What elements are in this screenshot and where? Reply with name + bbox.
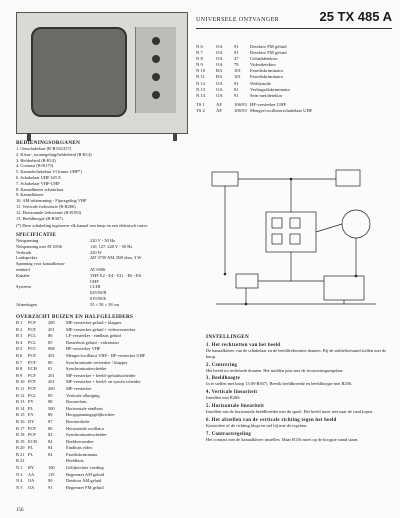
- overzicht-type: PCL: [28, 333, 37, 339]
- spec-row: [16, 302, 192, 308]
- tube-desc: Geluiddetektor: [250, 56, 278, 62]
- overzicht-ref: B 2: [16, 326, 23, 332]
- overzicht-ref: B 20: [16, 445, 25, 451]
- overzicht-type: PY: [28, 399, 34, 405]
- overzicht-desc: Gelijkrichter voeding: [66, 465, 104, 471]
- tube-ref: N 7: [196, 50, 203, 56]
- overzicht-desc: HF-versterker VHF: [66, 346, 101, 352]
- instelling-text: Het contrast met de kanaalkiezer instellen. Maar R116 moet op de hoogste stand staan.: [206, 436, 359, 442]
- overzicht-row: [16, 472, 192, 479]
- overzicht-type: [28, 458, 48, 465]
- overzicht-num: 84: [48, 451, 53, 457]
- tube-ref: N 9: [196, 62, 203, 68]
- specs-title: SPECIFICATIE: [16, 232, 57, 238]
- overzicht-type: PCF: [28, 379, 36, 385]
- tube-desc: Weldynode: [250, 80, 271, 86]
- bediening-item: 6. Schakelaar UHF 625 E: [16, 174, 61, 180]
- spec-key: Kanaler: [16, 272, 30, 278]
- overzicht-type: PCF: [28, 425, 36, 431]
- spec-value: 55 × 58 × 38 cm: [90, 301, 119, 307]
- overzicht-num: 81: [48, 366, 53, 372]
- tube-num: 106/93: [234, 107, 247, 113]
- spec-value: CCIR: [90, 284, 101, 290]
- tube-num: 101: [234, 68, 241, 74]
- tube-type: OA: [216, 44, 223, 49]
- spec-value: AT 6506: [90, 266, 106, 272]
- overzicht-num: 808: [48, 346, 55, 352]
- overzicht-ref: B 10: [16, 379, 25, 385]
- overzicht-ref: B 3: [16, 333, 23, 339]
- overzicht-ref: B 11: [16, 385, 25, 391]
- page-header: [196, 8, 392, 29]
- overzicht-type: AA: [28, 471, 35, 477]
- bediening-item: 5. Kanaalschakelaar I-I (tuner UHF*): [16, 169, 82, 175]
- tube-row: [196, 108, 392, 114]
- header-model: 25 TX 485 A: [319, 9, 392, 24]
- spec-value: VHF E2 - E4 - E11 - E6 - E6: [90, 272, 141, 278]
- overzicht-num: 84: [48, 445, 53, 451]
- overzicht-section: [16, 314, 192, 491]
- overzicht-row: [16, 406, 192, 413]
- overzicht-num: 200: [48, 320, 55, 325]
- overzicht-num: 500: [48, 405, 55, 411]
- overzicht-num: 86: [48, 412, 53, 418]
- overzicht-type: PCF: [28, 320, 36, 325]
- knob: [152, 91, 160, 99]
- overzicht-row: [16, 320, 192, 327]
- bediening-note: (*) Deze schakeling tegenover elk kanaal een knop en een elektrisch raster.: [16, 223, 148, 229]
- spec-value: AD 3750 AM, 800 ohm, 3 W: [90, 255, 142, 261]
- overzicht-type: BY: [28, 465, 35, 471]
- tube-type: OA: [216, 86, 223, 92]
- overzicht-row: [16, 485, 192, 492]
- overzicht-row: [16, 327, 192, 334]
- overzicht-type: PL: [28, 405, 34, 411]
- overzicht-row: [16, 379, 192, 386]
- overzicht-desc: Begrenzer AM geluid: [66, 471, 105, 477]
- overzicht-num: 201: [48, 352, 55, 358]
- spec-value: 110, 127, 220 V - 50 Hz: [90, 243, 133, 249]
- overzicht-desc: Fasediskriminator: [66, 451, 98, 457]
- spec-key: Luidspreker: [16, 255, 38, 261]
- overzicht-row: [16, 458, 192, 465]
- tube-ref: TS 2: [196, 107, 205, 113]
- overzicht-row: [16, 346, 192, 353]
- overzicht-type: PL: [28, 445, 34, 451]
- spec-value: UHF: [90, 278, 99, 284]
- overzicht-ref: B 6: [16, 352, 23, 358]
- circuit-diagram: [206, 164, 390, 324]
- overzicht-type: ECH: [28, 366, 37, 372]
- overzicht-row: [16, 340, 192, 347]
- instelling-text: In te stellen met knop 13 (R-R367). Bereik beeldbreedte en beeldhoogte met R206.: [206, 381, 353, 387]
- overzicht-desc: Synchronisatie versterker / klapper: [66, 359, 128, 365]
- overzicht-desc: LF-versterker - eindbuis geluid: [66, 333, 121, 339]
- overzicht-row: [16, 360, 192, 367]
- overzicht-num: 88: [48, 399, 53, 405]
- tube-row: [196, 93, 392, 99]
- spec-key: Netspanning: [16, 238, 39, 243]
- instelling-text: Kontroleer of de richting klopt en stel bij met de regelaar.: [206, 422, 308, 428]
- overzicht-desc: Boosterdiode: [66, 418, 90, 424]
- overzicht-ref: B 19: [16, 438, 25, 444]
- overzicht-desc: Hoogspanningsgelijkrichter: [66, 412, 115, 418]
- specs-table: [16, 238, 192, 308]
- overzicht-row: [16, 399, 192, 406]
- overzicht-desc: MF-versterker + beeld- en synchr.scheider: [66, 379, 141, 385]
- instelling-text: Het beeld tot rechthoek draaien. Het midden juist met de focusseringsregelaar.: [206, 367, 344, 373]
- specs-section: [16, 232, 192, 308]
- overzicht-type: EY: [28, 412, 34, 418]
- overzicht-ref: B 5: [16, 346, 23, 352]
- overzicht-num: 80: [48, 359, 53, 365]
- overzicht-type: PCL: [28, 392, 37, 398]
- overzicht-num: 82: [48, 432, 53, 438]
- spec-value: 625/50/B: [90, 290, 107, 296]
- bediening-item: 2. Kleur-, toonregeling/helderheid (R-R14): [16, 151, 92, 157]
- overzicht-desc: MF-versterker geluid + videoversterker: [66, 326, 136, 332]
- spec-value: 220 V - 50 Hz: [90, 238, 115, 243]
- overzicht-table: [16, 320, 192, 491]
- tube-num: 91: [234, 80, 239, 86]
- overzicht-type: PL: [28, 451, 34, 457]
- overzicht-ref: B 14: [16, 405, 25, 411]
- overzicht-type: PCF: [28, 326, 36, 332]
- overzicht-desc: Horizontale oscillator: [66, 425, 105, 431]
- overzicht-desc: MF-versterker: [66, 385, 92, 391]
- overzicht-ref: B 7: [16, 359, 23, 365]
- overzicht-desc: Beeldbuis: [66, 458, 84, 464]
- instellingen-section: [206, 334, 390, 442]
- bediening-item: 7. Schakelaar VHF-UHF: [16, 180, 60, 186]
- overzicht-ref: B 12: [16, 392, 25, 398]
- overzicht-num: 119: [48, 471, 55, 477]
- spec-key: eenheid: [16, 266, 30, 272]
- instelling-text: De kanaalkiezer van de schakelaar en de beeldfrekwentie draaien. Bij de stabieltoestand stellen met de knop.: [206, 348, 387, 359]
- spec-key: Systeem: [16, 284, 31, 290]
- control-panel: [135, 27, 176, 113]
- tube-ref: N 13: [196, 86, 206, 92]
- overzicht-num: 201: [48, 379, 55, 385]
- tv-cabinet-illustration: [16, 12, 188, 134]
- tube-desc: Verlingsdiskriminator: [250, 86, 291, 92]
- overzicht-type: PCF: [28, 352, 36, 358]
- tube-num: 81: [234, 86, 239, 92]
- overzicht-ref: B 21: [16, 451, 25, 457]
- tube-num: 91: [234, 92, 239, 98]
- overzicht-num: 84: [48, 438, 53, 444]
- knob: [152, 55, 160, 63]
- instelling-heading: 7. Contrastregeling: [206, 431, 252, 437]
- tube-type: AF: [216, 101, 222, 107]
- overzicht-ref: B 8: [16, 366, 23, 372]
- overzicht-desc: Synchronisatiescheider: [66, 366, 107, 372]
- bediening-item: 12. Horizontale frekwentie (R-R183): [16, 209, 82, 215]
- overzicht-type: PCF: [28, 359, 36, 365]
- overzicht-desc: Verticale afbuiging: [66, 392, 100, 398]
- tube-num: 79: [234, 62, 239, 68]
- tube-ref: TS 1: [196, 101, 205, 107]
- overzicht-desc: Synchronisatiescheider: [66, 432, 107, 438]
- tube-desc: Detektor FM geluid: [250, 44, 287, 49]
- overzicht-row: [16, 452, 192, 459]
- bediening-item: 10. AM-afstemming - Fijnregeling VHF: [16, 198, 87, 204]
- overzicht-type: PCC: [28, 346, 37, 352]
- tube-desc: Videodetektor: [250, 62, 277, 68]
- overzicht-ref: B 9: [16, 372, 23, 378]
- overzicht-ref: N 1: [16, 465, 23, 471]
- instelling-heading: 6. Het afstellen van de verticale richting tegen het beeld: [206, 417, 337, 423]
- overzicht-num: 201: [48, 372, 55, 378]
- overzicht-ref: B 22: [16, 458, 25, 464]
- overzicht-num: 91: [48, 484, 53, 490]
- tube-desc: Sein met/detektor: [250, 92, 283, 98]
- overzicht-row: [16, 439, 192, 446]
- overzicht-num: 90: [48, 478, 53, 484]
- tube-num: 101: [234, 74, 241, 80]
- overzicht-row: [16, 366, 192, 373]
- overzicht-desc: Detektor AM geluid: [66, 478, 102, 484]
- tube-desc: Fasediskriminator: [250, 74, 284, 80]
- overzicht-type: PCL: [28, 339, 37, 345]
- overzicht-num: 100: [48, 465, 55, 471]
- overzicht-desc: MF-versterker geluid + klapper: [66, 320, 122, 325]
- bediening-section: [16, 140, 192, 229]
- overzicht-ref: B 16: [16, 418, 25, 424]
- overzicht-title: OVERZICHT BUIZEN EN HALFGELEIDERS: [16, 314, 134, 320]
- knob: [152, 37, 160, 45]
- overzicht-type: ECH: [28, 438, 37, 444]
- spec-value: 819/50/E: [90, 295, 107, 301]
- overzicht-num: 201: [48, 326, 55, 332]
- instellingen-list: [206, 343, 390, 442]
- overzicht-row: [16, 333, 192, 340]
- tube-desc: Menger/oscillatorschakelaar UHF: [250, 107, 313, 113]
- tube-ref: N 14: [196, 92, 206, 98]
- spec-key: Afmetingen: [16, 301, 37, 307]
- overzicht-num: 85: [48, 392, 53, 398]
- instelling-text: Instellen van de horizontale beeldbreedte met de spoel. Het beeld moet niet naar de rand lopen.: [206, 408, 373, 414]
- spec-value: 220 W: [90, 249, 102, 255]
- overzicht-row: [16, 353, 192, 360]
- tube-num: 47: [234, 56, 239, 62]
- tube-type: OA: [216, 50, 223, 56]
- overzicht-row: [16, 393, 192, 400]
- tube-type: OA: [216, 80, 223, 86]
- tube-type: OA: [216, 92, 223, 98]
- bediening-list: [16, 146, 192, 221]
- spec-key: Netspanning met AT 6506: [16, 243, 62, 249]
- overzicht-row: [16, 373, 192, 380]
- tube-desc: HF-versterker UHF: [250, 101, 287, 107]
- overzicht-row: [16, 412, 192, 419]
- page-number: 156: [16, 508, 24, 513]
- overzicht-num: 80: [48, 425, 53, 431]
- knob: [152, 73, 160, 81]
- tv-screen: [31, 27, 127, 117]
- tube-ref: N 10: [196, 68, 206, 74]
- overzicht-ref: B 1: [16, 320, 23, 325]
- overzicht-row: [16, 465, 192, 472]
- overzicht-ref: B 18: [16, 432, 25, 438]
- tube-type: OA: [216, 56, 223, 62]
- overzicht-desc: Menger/oscillator VHF - HF-versterker UHF: [66, 352, 146, 358]
- overzicht-row: [16, 426, 192, 433]
- overzicht-desc: Horizontale eindbuis: [66, 405, 103, 411]
- overzicht-num: 85: [48, 339, 53, 345]
- overzicht-desc: Boosterbuis: [66, 399, 87, 405]
- bediening-item: 4. Contrast (R-R175): [16, 163, 54, 169]
- overzicht-ref: B 13: [16, 399, 25, 405]
- bediening-item: 13. Beeldhoogte (R-R367): [16, 215, 63, 221]
- overzicht-row: [16, 419, 192, 426]
- instelling-text: Instellen met R206.: [206, 395, 241, 401]
- overzicht-row: [16, 386, 192, 393]
- overzicht-num: 86: [48, 333, 53, 339]
- tube-num: 106/93: [234, 101, 247, 107]
- tube-desc: Fasediskriminator: [250, 68, 284, 74]
- overzicht-type: PCF: [28, 385, 36, 391]
- tube-num: 91: [234, 44, 239, 49]
- instelling-heading: 5. Horizontale lineariteit: [206, 403, 265, 409]
- spec-key: Verbruik: [16, 249, 32, 255]
- bediening-title: BEDIENINGSORGANEN: [16, 140, 81, 146]
- tube-desc: Detektor FM geluid: [250, 50, 287, 56]
- overzicht-num: 87: [48, 418, 53, 424]
- instelling-heading: 2. Centrering: [206, 362, 238, 368]
- overzicht-type: PCF: [28, 432, 36, 438]
- tube-ref: N 12: [196, 80, 206, 86]
- overzicht-ref: N 4: [16, 478, 23, 484]
- overzicht-num: 200: [48, 385, 55, 391]
- overzicht-ref: N 2: [16, 471, 23, 477]
- spec-key: Spanning voor kanaalkeuze: [16, 261, 65, 267]
- tube-type: BA: [216, 68, 223, 74]
- overzicht-type: PCF: [28, 372, 36, 378]
- header-subtitle: UNIVERSELE ONTVANGER: [196, 17, 280, 23]
- overzicht-row: [16, 445, 192, 452]
- tube-type: AF: [216, 107, 222, 113]
- overzicht-desc: Eindbuis video: [66, 445, 93, 451]
- tube-ref: N 8: [196, 56, 203, 62]
- tube-list: [196, 44, 392, 114]
- overzicht-ref: N 5: [16, 484, 23, 490]
- overzicht-ref: B 4: [16, 339, 23, 345]
- overzicht-desc: Rasterbuis geluid - videotuner: [66, 339, 120, 345]
- overzicht-type: DY: [28, 418, 35, 424]
- bediening-item: 1. Omschakelaar (R-R352/257): [16, 146, 72, 151]
- overzicht-desc: Beeldversterker: [66, 438, 94, 444]
- tube-num: 91: [234, 50, 239, 56]
- bediening-item: 8. Kanaalkiezer schakelaar: [16, 186, 64, 192]
- overzicht-desc: MF-versterker + beeld-/geluidsscheider: [66, 372, 136, 378]
- bediening-item: 9. Kanaalkiezer: [16, 192, 44, 198]
- tube-ref: N 6: [196, 44, 203, 49]
- overzicht-ref: B 15: [16, 412, 25, 418]
- overzicht-row: [16, 478, 192, 485]
- overzicht-type: OA: [28, 484, 35, 490]
- instelling-heading: 4. Verticale lineariteit: [206, 390, 258, 396]
- bediening-item: 3. Helderheid (R-R14): [16, 157, 56, 163]
- instelling-heading: 1. Het rechtzetten van het beeld: [206, 343, 281, 348]
- bediening-item: 11. Verticale frekwentie (R-R206): [16, 203, 76, 209]
- tube-ref: N 11: [196, 74, 205, 80]
- tube-type: OA: [216, 62, 223, 68]
- instelling-heading: 3. Beeldhoogte: [206, 376, 241, 382]
- overzicht-type: OA: [28, 478, 35, 484]
- tube-type: BA: [216, 74, 223, 80]
- instellingen-title: INSTELLINGEN: [206, 334, 250, 340]
- overzicht-ref: B 17: [16, 425, 25, 431]
- overzicht-num: [48, 458, 66, 465]
- overzicht-row: [16, 432, 192, 439]
- overzicht-desc: Begrenzer FM geluid: [66, 484, 104, 490]
